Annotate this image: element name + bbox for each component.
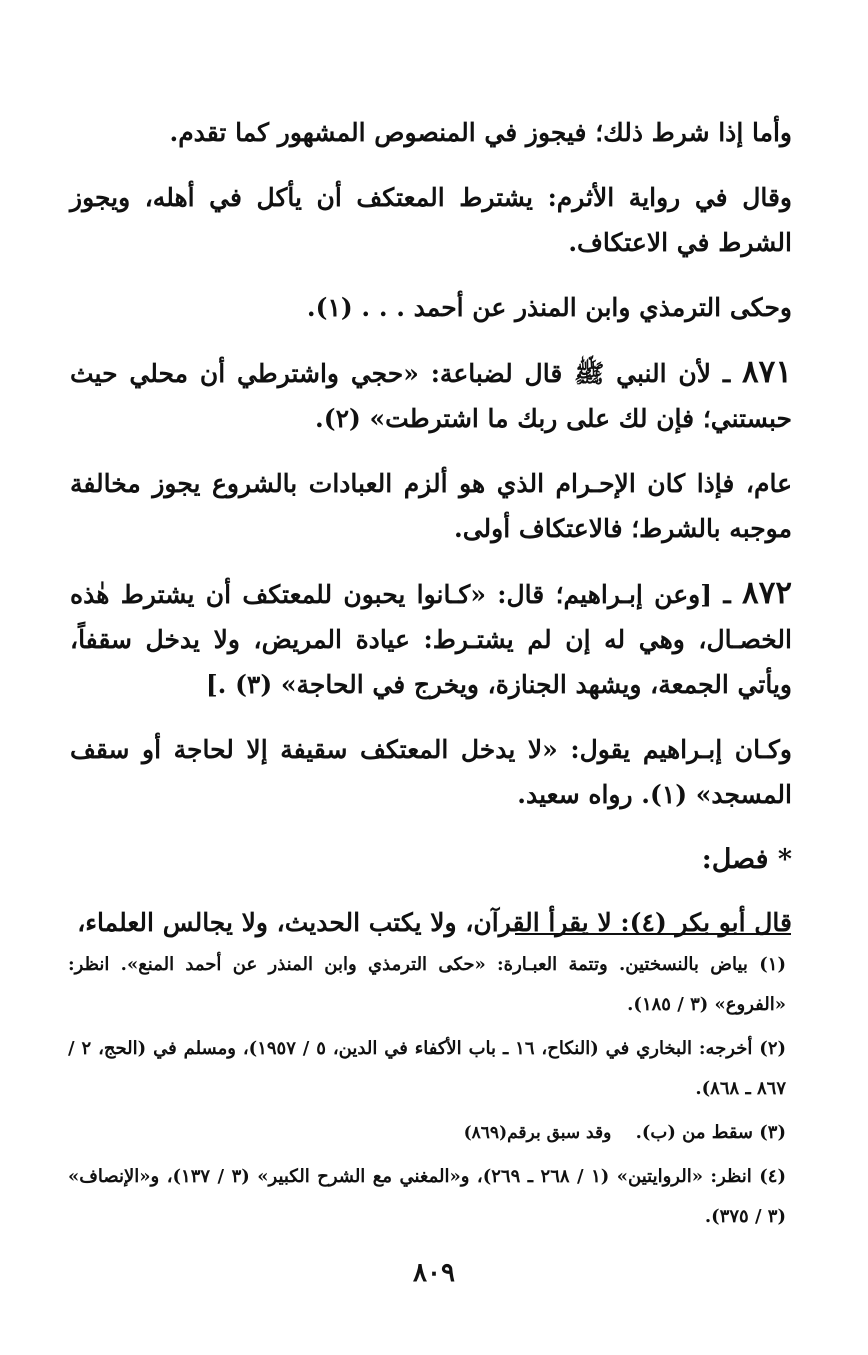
footnote-3-text: (٣) سقط من (ب).	[635, 1122, 786, 1143]
hadith-text: ـ [وعن إبـراهيم؛ قال: «كـانوا يحبون للمعتكف أن يشترط هٰذه الخصـال، وهي له إن لم يشتـرط: عيادة المريض، ولا يدخل سقفاً، ويأتي الجمعة، ويشهد الجنازة، ويخرج في الحاجة» (٣) .]	[70, 580, 792, 699]
hadith-text: ـ لأن النبي ﷺ قال لضباعة: «حجي واشترطي أن محلي حيث حبستني؛ فإن لك على ربك ما اشترطت» (٢).	[70, 359, 792, 433]
footnote-4: (٤) انظر: «الروايتين» (١ / ٢٦٨ ـ ٢٦٩)، و«المغني مع الشرح الكبير» (٣ / ١٣٧)، و«الإنصاف» (٣ / ٣٧٥).	[68, 1166, 786, 1227]
hadith-872	[70, 571, 792, 707]
footnotes	[68, 945, 786, 1241]
footnote-3	[68, 1113, 786, 1153]
footnote-2: (٢) أخرجه: البخاري في (النكاح، ١٦ ـ باب الأكفاء في الدين، ٥ / ١٩٥٧)، ومسلم في (الحج، ٢ / ٨٦٧ ـ ٨٦٨).	[68, 1038, 787, 1099]
hadith-871	[70, 350, 792, 441]
footnote-1: (١) بياض بالنسختين. وتتمة العبـارة: «حكى الترمذي وابن المنذر عن أحمد المنع». انظر: «الفروع» (٣ / ١٨٥).	[68, 954, 786, 1015]
paragraph-3: وحكى الترمذي وابن المنذر عن أحمد . . . (١).	[306, 293, 792, 322]
paragraph-2: وقال في رواية الأثرم: يشترط المعتكف أن يأكل في أهله، ويجوز الشرط في الاعتكاف.	[70, 183, 792, 257]
paragraph-1: وأما إذا شرط ذلك؛ فيجوز في المنصوص المشهور كما تقدم.	[169, 118, 792, 147]
footnote-divider	[515, 933, 791, 935]
paragraph-abubakr: قال أبو بكر (٤): لا يقرأ القرآن، ولا يكتب الحديث، ولا يجالس العلماء،	[77, 908, 792, 937]
section-heading: * فصل:	[701, 844, 792, 875]
hadith-number: ٨٧١	[742, 354, 792, 390]
page-number: ٨٠٩	[413, 1258, 455, 1288]
main-text	[70, 110, 792, 965]
footnote-3-note: وقد سبق برقم(٨٦٩)	[463, 1123, 612, 1143]
paragraph-ihram: عام، فإذا كان الإحـرام الذي هو ألزم العبادات بالشروع يجوز مخالفة موجبه بالشرط؛ فالاعتكاف أولى.	[70, 469, 792, 543]
hadith-number: ٨٧٢	[742, 575, 792, 611]
paragraph-ibrahim: وكـان إبـراهيم يقول: «لا يدخل المعتكف سقيفة إلا لحاجة أو سقف المسجد» (١). رواه سعيد.	[70, 735, 792, 809]
